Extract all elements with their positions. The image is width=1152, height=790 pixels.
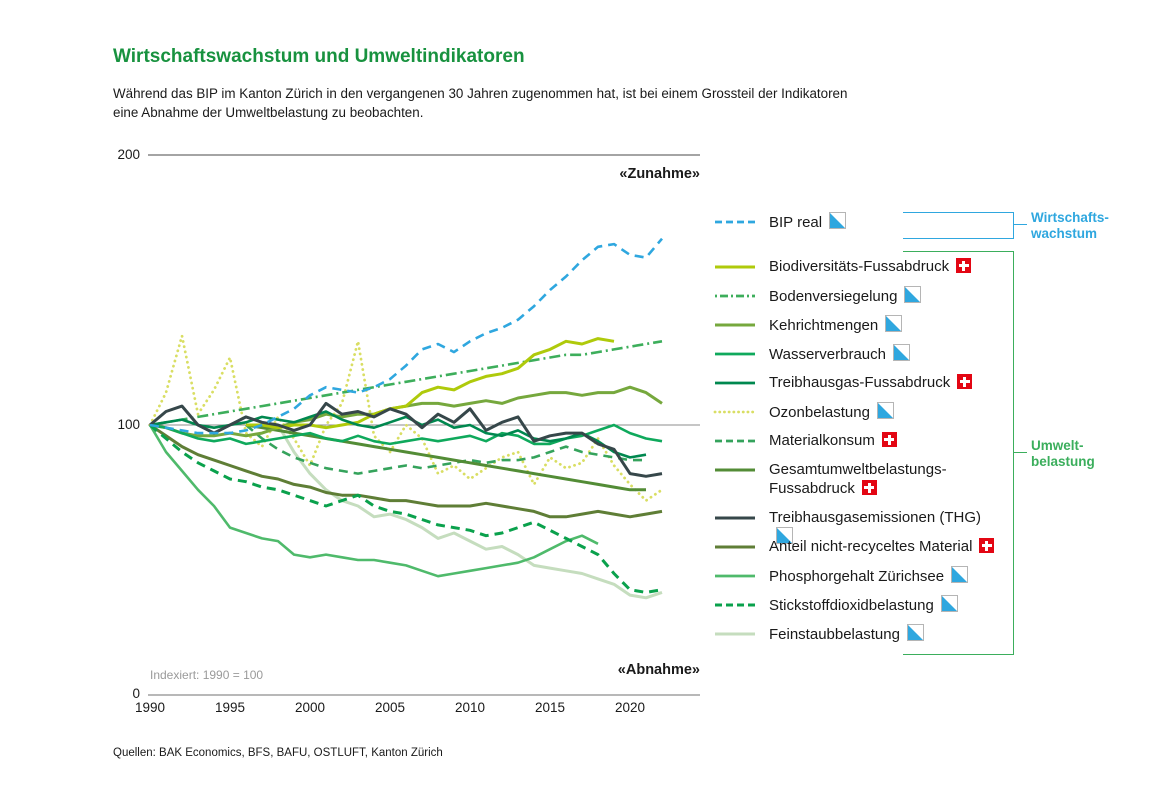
legend-line-sample-phosphorgehalt — [713, 572, 757, 580]
legend-label-bodenversiegelung: Bodenversiegelung — [769, 286, 921, 306]
legend-label-treibhausgas-fussabdruck: Treibhausgas-Fussabdruck — [769, 373, 972, 392]
legend-line-sample-ozonbelastung — [713, 408, 757, 416]
legend-line-sample-nicht-recyceltes-material — [713, 543, 757, 551]
legend-item-kehrichtmengen — [713, 315, 902, 335]
legend-item-feinstaub — [713, 624, 924, 644]
subtitle-line-1: Während das BIP im Kanton Zürich in den vergangenen 30 Jahren zugenommen hat, ist bei einem Grossteil der Indikatoren — [113, 86, 848, 101]
subtitle — [113, 84, 847, 122]
series-line-bip — [150, 239, 662, 433]
legend-line-sample-gesamtumweltbelastung — [713, 466, 757, 474]
x-tick-2005: 2005 — [374, 700, 406, 715]
legend-item-wasserverbrauch — [713, 344, 910, 364]
x-tick-2020: 2020 — [614, 700, 646, 715]
x-tick-2000: 2000 — [294, 700, 326, 715]
legend-line-sample-wasserverbrauch — [713, 350, 757, 358]
series-line-stickstoffdioxid — [150, 425, 662, 592]
x-tick-2015: 2015 — [534, 700, 566, 715]
legend-label-kehrichtmengen: Kehrichtmengen — [769, 315, 902, 335]
index-note: Indexiert: 1990 = 100 — [150, 668, 264, 682]
legend-label-biodiversitaet: Biodiversitäts-Fussabdruck — [769, 257, 971, 276]
x-tick-1995: 1995 — [214, 700, 246, 715]
zurich-flag-icon — [829, 212, 846, 229]
legend-line-sample-kehrichtmengen — [713, 321, 757, 329]
legend-item-bodenversiegelung — [713, 286, 921, 306]
legend-line-sample-biodiversitaet — [713, 263, 757, 271]
environment-label-line1: Umwelt- — [1031, 438, 1084, 453]
x-tick-1990: 1990 — [134, 700, 166, 715]
legend-label-materialkonsum: Materialkonsum — [769, 431, 897, 450]
swiss-cross-horizontal — [864, 486, 874, 489]
economy-group-label — [1031, 210, 1109, 242]
page-title: Wirtschaftswachstum und Umweltindikatoren — [113, 46, 525, 67]
legend-label-nicht-recyceltes-material: Anteil nicht-recyceltes Material — [769, 537, 994, 556]
zurich-flag-icon — [877, 402, 894, 419]
sources-note: Quellen: BAK Economics, BFS, BAFU, OSTLUFT, Kanton Zürich — [113, 747, 443, 759]
series-line-biodiversitaet — [246, 339, 614, 428]
legend-label-ozonbelastung: Ozonbelastung — [769, 402, 894, 422]
legend-line-sample-thg-emissionen — [713, 514, 757, 522]
legend-label-thg-emissionen: Treibhausgasemissionen (THG) — [769, 508, 1005, 547]
legend-line-sample-treibhausgas-fussabdruck — [713, 379, 757, 387]
economy-label-line1: Wirtschafts- — [1031, 210, 1109, 225]
legend-label-bip: BIP real — [769, 212, 846, 232]
environment-bracket — [903, 251, 1014, 655]
legend-label-gesamtumweltbelastung: Gesamtumweltbelastungs-Fussabdruck — [769, 461, 947, 497]
legend-item-ozonbelastung — [713, 402, 894, 422]
economy-bracket — [903, 212, 1014, 239]
series-layer — [150, 239, 662, 598]
y-axis-label-0: 0 — [132, 686, 140, 701]
legend-label-phosphorgehalt: Phosphorgehalt Zürichsee — [769, 566, 968, 586]
series-line-bodenversiegelung — [150, 341, 662, 425]
legend-line-sample-stickstoffdioxid — [713, 601, 757, 609]
legend-line-sample-bip — [713, 218, 757, 226]
decrease-label: «Abnahme» — [617, 662, 700, 678]
legend-label-feinstaub: Feinstaubbelastung — [769, 624, 924, 644]
legend-line-sample-feinstaub — [713, 630, 757, 638]
legend-line-sample-materialkonsum — [713, 437, 757, 445]
swiss-flag-icon — [882, 432, 897, 447]
legend-label-wasserverbrauch: Wasserverbrauch — [769, 344, 910, 364]
environment-bracket-tick — [1014, 452, 1027, 453]
swiss-cross-horizontal — [884, 438, 894, 441]
subtitle-line-2: eine Abnahme der Umweltbelastung zu beobachten. — [113, 105, 424, 121]
zurich-flag-icon — [885, 315, 902, 332]
increase-label: «Zunahme» — [619, 166, 700, 182]
y-axis-label-100: 100 — [117, 417, 140, 432]
y-axis-label-200: 200 — [117, 147, 140, 162]
economy-bracket-tick — [1014, 224, 1027, 225]
legend-item-materialkonsum — [713, 431, 897, 450]
environment-label-line2: belastung — [1031, 453, 1095, 469]
legend-item-bip — [713, 212, 846, 232]
legend-label-stickstoffdioxid: Stickstoffdioxidbelastung — [769, 595, 958, 615]
economy-label-line2: wachstum — [1031, 225, 1098, 241]
legend-line-sample-bodenversiegelung — [713, 292, 757, 300]
swiss-flag-icon — [862, 480, 877, 495]
environment-group-label — [1031, 438, 1095, 470]
x-tick-2010: 2010 — [454, 700, 486, 715]
